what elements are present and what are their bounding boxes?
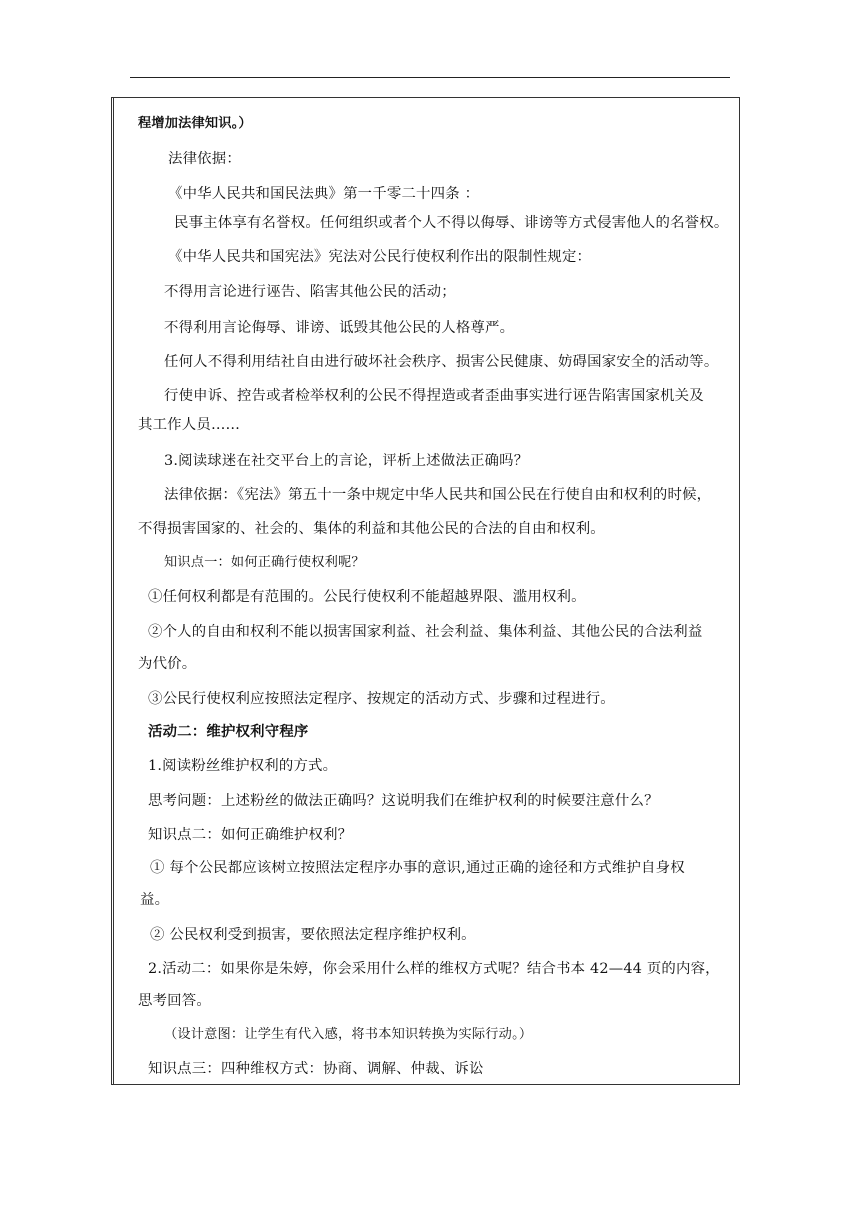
text-line: 法律依据：《宪法》第五十一条中规定中华人民共和国公民在行使自由和权利的时候，	[164, 487, 712, 503]
text-line: 不得用言论进行诬告、陷害其他公民的活动；	[164, 284, 456, 300]
text-line: ③公民行使权利应按照法定程序、按规定的活动方式、步骤和过程进行。	[148, 691, 615, 707]
text-line: 不得利用言论侮辱、诽谤、诋毁其他公民的人格尊严。	[164, 320, 515, 336]
text-line: 3.阅读球迷在社交平台上的言论，评析上述做法正确吗？	[164, 453, 529, 469]
text-line: （设计意图：让学生有代入感，将书本知识转换为实际行动。）	[164, 1027, 533, 1042]
text-line: 益。	[140, 892, 170, 908]
text-line: ②个人的自由和权利不能以损害国家利益、社会利益、集体利益、其他公民的合法利益	[148, 624, 703, 640]
text-line: 《中华人民共和国宪法》宪法对公民行使权利作出的限制性规定：	[168, 249, 592, 265]
text-line: 知识点三：四种维权方式：协商、调解、仲裁、诉讼	[148, 1061, 484, 1077]
text-line: 法律依据：	[168, 151, 241, 167]
text-line: ② 公民权利受到损害，要依照法定程序维护权利。	[150, 927, 476, 943]
text-line: 思考回答。	[138, 993, 211, 1009]
text-line: 其工作人员……	[138, 417, 241, 433]
text-line: 不得损害国家的、社会的、集体的利益和其他公民的合法的自由和权利。	[138, 521, 605, 537]
text-line: 为代价。	[138, 656, 197, 672]
text-line: 知识点二：如何正确维护权利？	[148, 827, 353, 843]
text-line: ①任何权利都是有范围的。公民行使权利不能超越界限、滥用权利。	[148, 589, 586, 605]
header-rule	[130, 77, 730, 78]
text-line: 《中华人民共和国民法典》第一千零二十四条 ：	[168, 186, 480, 202]
section-heading: 活动二：维护权利守程序	[148, 723, 309, 740]
text-line: 知识点一：如何正确行使权利呢？	[164, 555, 365, 570]
text-line: 行使申诉、控告或者检举权利的公民不得捏造或者歪曲事实进行诬告陷害国家机关及	[164, 388, 704, 404]
text-line: ① 每个公民都应该树立按照法定程序办事的意识,通过正确的途径和方式维护自身权	[150, 860, 685, 876]
text-line: 任何人不得利用结社自由进行破坏社会秩序、损害公民健康、妨碍国家安全的活动等。	[164, 354, 719, 370]
text-line: 程增加法律知识。）	[138, 116, 252, 131]
text-line: 2.活动二：如果你是朱婷，你会采用什么样的维权方式呢？结合书本 42—44 页的内容，	[148, 961, 720, 977]
text-line: 1.阅读粉丝维护权利的方式。	[148, 758, 338, 774]
text-line: 民事主体享有名誉权。任何组织或者个人不得以侮辱、诽谤等方式侵害他人的名誉权。	[174, 215, 729, 231]
table-inner-border	[113, 97, 114, 1085]
text-line: 思考问题：上述粉丝的做法正确吗？这说明我们在维护权利的时候要注意什么？	[148, 793, 659, 809]
